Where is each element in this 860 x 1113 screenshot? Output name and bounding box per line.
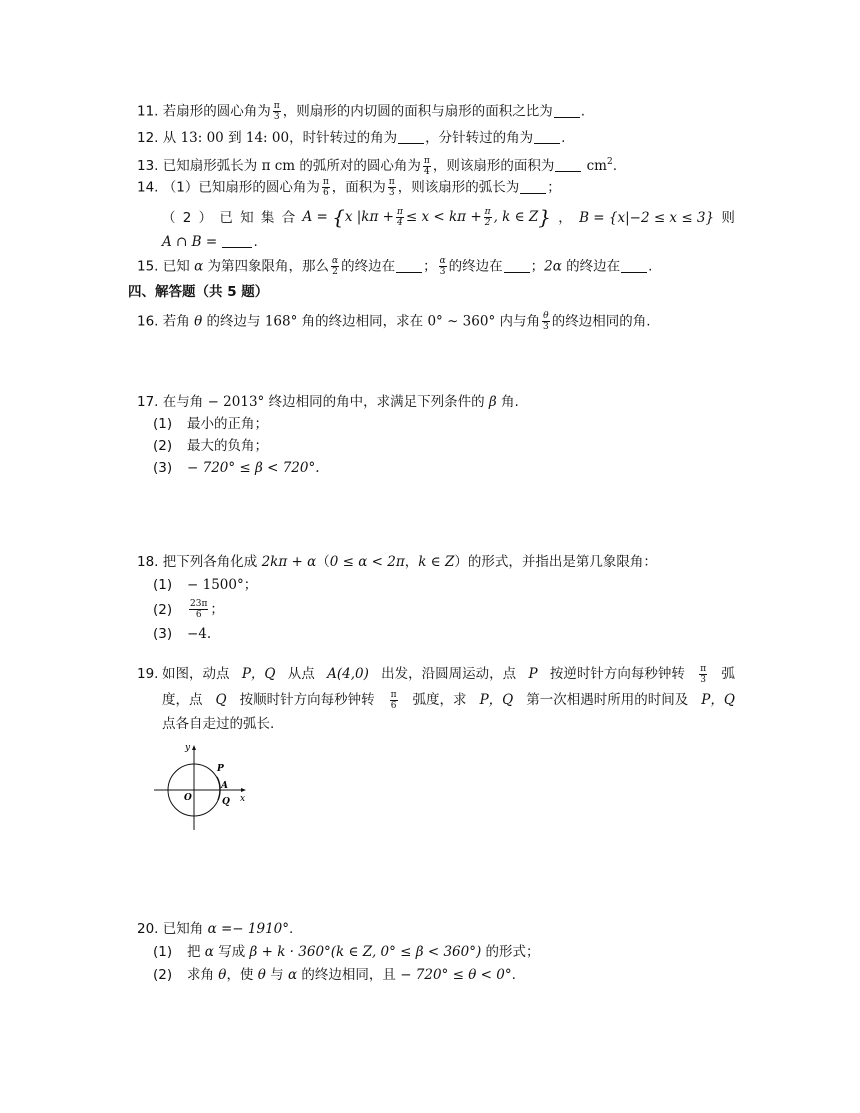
question-16: 16. 若角 θ 的终边与 168° 角的终边相同，求在 0° ∼ 360° 内与角 $\frac{\theta}{3}$ 的终边相同的角. [137,311,651,332]
question-20: 20. 已知角 α =− 1910°. [137,921,294,937]
question-19-line-2: 度，点 Q 按顺时针方向每秒钟转 $\frac{\pi}{6}$ 弧度，求 P，Q 第一次相遇时所用的时间及 P，Q [162,690,735,711]
list-item: (2) $\frac{23\pi}{6}$ ； [153,599,224,620]
list-item: (3) − 720° ≤ β < 720°. [153,460,320,476]
question-14-part-2: （ 2 ） 已 知 集 合 A = {x |kπ + $\frac{\pi}{4}$ ≤ x < kπ + $\frac{\pi}{2}$ , k ∈ Z} ， B = {x|−2 ≤ x ≤ 3} 则 [162,205,735,229]
fraction-pi-over-6: $\frac{\pi}{6}$ [322,177,329,198]
x-axis-arrow [241,788,246,792]
list-item: (2) 最大的负角； [153,438,268,454]
circle-figure [148,738,252,834]
answer-blank [396,258,422,273]
fraction-pi-over-3: $\frac{\pi}{3}$ [700,664,707,685]
question-number: 11. [137,103,159,120]
set-b: B = {x|−2 ≤ x ≤ 3} [579,209,715,226]
fraction-alpha-over-3: $\frac{\alpha}{3}$ [439,256,446,277]
question-18: 18. 把下列各角化成 2kπ + α（0 ≤ α < 2π，k ∈ Z）的形式，并指出是第几象限角： [137,554,657,570]
intersection-line: A ∩ B = . [162,234,258,250]
arrow-q [218,790,220,800]
y-axis-arrow [192,745,196,750]
answer-blank [554,103,580,118]
fraction-pi-over-6: $\frac{\pi}{6}$ [390,690,397,711]
answer-blank [520,179,546,194]
list-item: (1) − 1500°； [153,577,258,593]
set-a: A = {x |kπ + $\frac{\pi}{4}$ ≤ x < kπ + $\frac{\pi}{2}$ , k ∈ Z} [302,205,552,229]
question-19-line-3: 点各自走过的弧长. [162,716,275,732]
fraction-alpha-over-2: $\frac{\alpha}{2}$ [332,256,339,277]
list-item: (3) −4. [153,626,212,642]
answer-blank [534,129,560,144]
fraction-pi-over-3: $\frac{\pi}{3}$ [388,177,395,198]
arrow-p [217,777,220,790]
list-item: (2) 求角 θ，使 θ 与 α 的终边相同，且 − 720° ≤ θ < 0°. [153,967,516,983]
list-item: (1) 把 α 写成 β + k · 360°(k ∈ Z, 0° ≤ β < 360°) 的形式； [153,944,540,960]
label-o: O [184,793,192,803]
answer-blank [398,129,424,144]
fraction-23pi-over-6: $\frac{23\pi}{6}$ [190,599,208,620]
question-17: 17. 在与角 − 2013° 终边相同的角中，求满足下列条件的 β 角. [137,394,519,410]
answer-blank [222,233,252,248]
question-12: 12. 从 13: 00 到 14: 00，时针转过的角为 ，分针转过的角为 . [137,130,566,146]
question-11: 11. 若扇形的圆心角为 $\frac{\pi}{3}$ ，则扇形的内切圆的面积与扇形的面积之比为 . [137,101,585,122]
fraction-theta-over-3: $\frac{\theta}{3}$ [543,311,549,332]
answer-blank [621,258,647,273]
section-heading: 四、解答题（共 5 题） [128,284,269,300]
question-15: 15. 已知 α 为第四象限角，那么 $\frac{\alpha}{2}$ 的终边在 ； $\frac{\alpha}{3}$ 的终边在 ；2α 的终边在 . [137,256,653,277]
question-13: 13. 已知扇形弧长为 π cm 的弧所对的圆心角为 $\frac{\pi}{4}$ ，则该扇形的面积为 $cm^2$. [137,155,618,177]
fraction-pi-over-3: $\frac{\pi}{3}$ [273,101,280,122]
answer-blank [555,157,581,172]
label-a: A [221,781,228,791]
label-q: Q [222,797,230,807]
list-item: (1) 最小的正角； [153,416,268,432]
question-19-num: 19. [137,666,159,682]
label-p: P [217,764,224,774]
fraction-pi-over-4: $\frac{\pi}{4}$ [423,155,430,177]
label-x: x [240,794,246,804]
question-19-line-1: 如图，动点 P，Q 从点 A(4,0) 出发，沿圆周运动，点 P 按逆时针方向每秒钟转 $\frac{\pi}{3}$ 弧 [162,664,735,685]
answer-blank [504,258,530,273]
label-y: y [185,743,191,753]
question-14: 14. （1）已知扇形的圆心角为 $\frac{\pi}{6}$ ，面积为 $\frac{\pi}{3}$ ，则该扇形的弧长为 ； [137,177,561,198]
